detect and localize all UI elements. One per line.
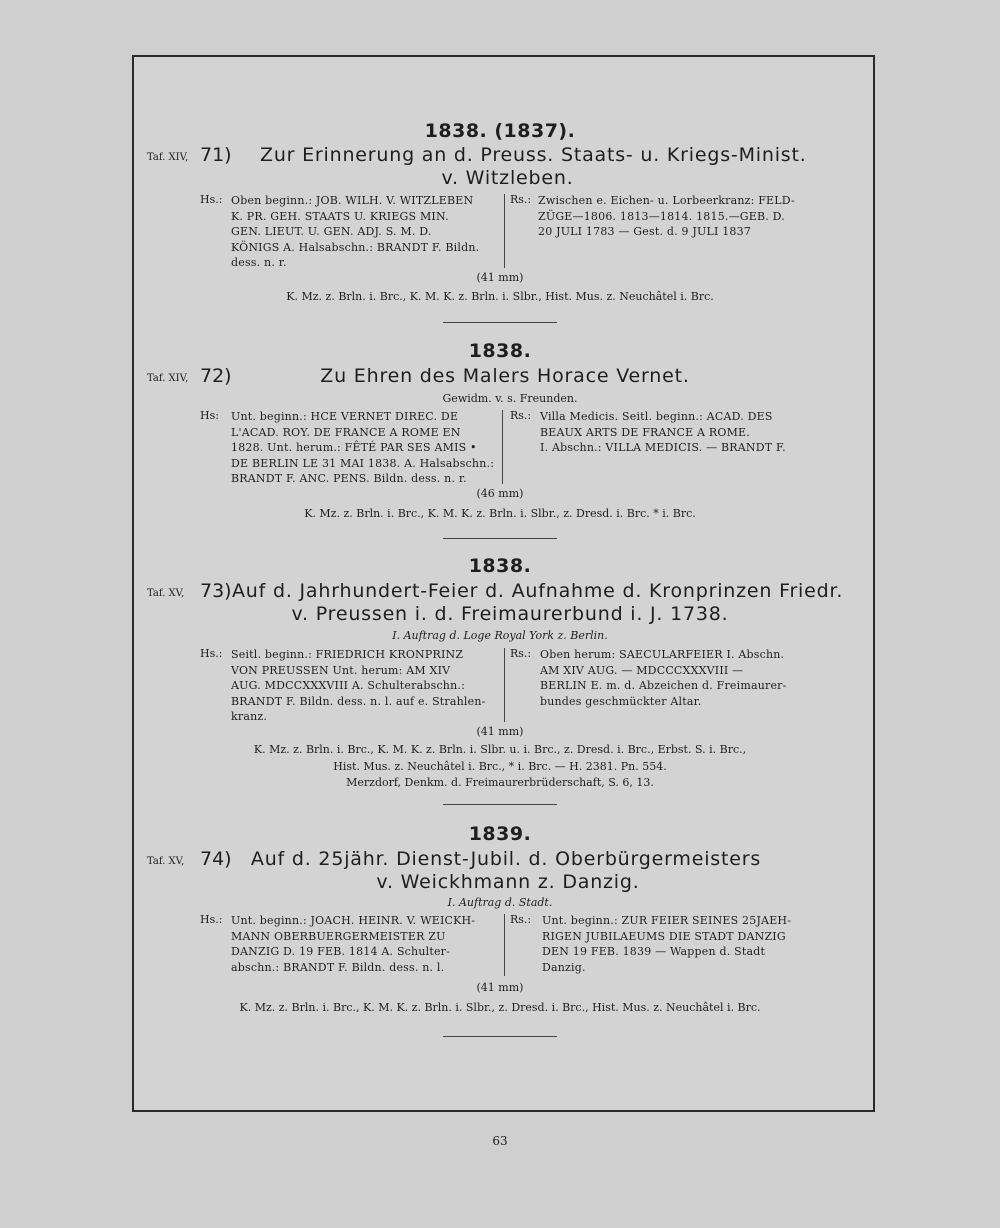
entry-number: 73) (200, 580, 232, 602)
reverse-line: RIGEN JUBILAEUMS DIE STADT DANZIG (542, 929, 786, 943)
column-divider (502, 410, 503, 484)
reverse-description (540, 409, 815, 456)
collection-references: Hist. Mus. z. Neuchâtel i. Brc., * i. Brc. — H. 2381. Pn. 554. (333, 760, 667, 773)
obverse-label: Hs.: (200, 913, 223, 926)
entry-title-line-2: v. Weickhmann z. Danzig. (376, 871, 640, 893)
entry-subtitle: Gewidm. v. s. Freunden. (442, 392, 578, 405)
reverse-line: I. Abschn.: VILLA MEDICIS. — BRANDT F. (540, 441, 786, 454)
obverse-line: Unt. beginn.: JOACH. HEINR. V. WEICKH- (231, 914, 476, 927)
reverse-line: 20 JULI 1783 — Gest. d. 9 JULI 1837 (538, 225, 752, 238)
obverse-line: BRANDT F. ANC. PENS. Bildn. dess. n. r. (231, 472, 467, 485)
entry-title-line-1: Auf d. Jahrhundert-Feier d. Aufnahme d. Kronprinzen Friedr. (232, 580, 844, 602)
reverse-line: AM XIV AUG. — MDCCCXXXVIII — (540, 663, 744, 677)
medal-size: (41 mm) (476, 981, 524, 994)
obverse-description (231, 647, 496, 725)
collection-references: K. Mz. z. Brln. i. Brc., K. M. K. z. Brln. i. Slbr. u. i. Brc., z. Dresd. i. Brc., Erbst. S. i. Brc., (253, 743, 747, 756)
column-divider (504, 648, 505, 722)
entry-subtitle: I. Auftrag d. Loge Royal York z. Berlin. (392, 629, 608, 642)
reverse-line: Oben herum: SAECULARFEIER I. Abschn. (540, 648, 785, 661)
obverse-line: Oben beginn.: JOB. WILH. V. WITZLEBEN (231, 194, 474, 207)
obverse-description (231, 409, 496, 487)
obverse-label: Hs: (200, 409, 219, 422)
entry-number: 71) (200, 144, 232, 166)
plate-reference: Taf. XIV, (147, 152, 189, 163)
reverse-line: BERLIN E. m. d. Abzeichen d. Freimaurer- (540, 679, 787, 692)
entry-year: 1838. (468, 340, 532, 362)
medal-size: (41 mm) (476, 271, 524, 284)
obverse-line: dess. n. r. (231, 256, 287, 269)
medal-size: (46 mm) (476, 487, 524, 500)
obverse-line: abschn.: BRANDT F. Bildn. dess. n. l. (231, 960, 445, 974)
obverse-line: KÖNIGS A. Halsabschn.: BRANDT F. Bildn. (231, 240, 480, 254)
entry-year: 1838. (1837). (424, 120, 576, 142)
literature-reference: Merzdorf, Denkm. d. Freimaurerbrüderschaft, S. 6, 13. (346, 776, 654, 789)
entry-title-line-1: Zu Ehren des Malers Horace Vernet. (320, 365, 690, 387)
entry-year: 1839. (468, 823, 532, 845)
entry-title-line-2: v. Witzleben. (441, 167, 574, 189)
reverse-line: Unt. beginn.: ZUR FEIER SEINES 25JAEH- (542, 914, 792, 927)
page-number: 63 (492, 1134, 508, 1148)
reverse-line: ZÜGE—1806. 1813—1814. 1815.—GEB. D. (538, 209, 786, 223)
reverse-description (538, 193, 813, 240)
plate-reference: Taf. XV, (147, 856, 185, 867)
obverse-line: MANN OBERBUERGERMEISTER ZU (231, 929, 446, 943)
section-divider (443, 1036, 557, 1037)
obverse-line: VON PREUSSEN Unt. herum: AM XIV (231, 663, 451, 677)
obverse-line: L'ACAD. ROY. DE FRANCE A ROME EN (231, 425, 461, 439)
reverse-line: BEAUX ARTS DE FRANCE A ROME. (540, 425, 750, 439)
entry-subtitle: I. Auftrag d. Stadt. (447, 896, 553, 909)
reverse-line: bundes geschmückter Altar. (540, 694, 702, 708)
entry-title-line-1: Zur Erinnerung an d. Preuss. Staats- u. Kriegs-Minist. (260, 144, 807, 166)
reverse-line: DEN 19 FEB. 1839 — Wappen d. Stadt (542, 945, 766, 958)
obverse-label: Hs.: (200, 647, 223, 660)
collection-references: K. Mz. z. Brln. i. Brc., K. M. K. z. Brln. i. Slbr., z. Dresd. i. Brc. * i. Brc. (304, 507, 696, 520)
plate-reference: Taf. XV, (147, 588, 185, 599)
section-divider (443, 538, 557, 539)
reverse-line: Villa Medicis. Seitl. beginn.: ACAD. DES (540, 410, 773, 423)
reverse-description (542, 913, 817, 975)
column-divider (504, 914, 505, 976)
entry-title-line-2: v. Preussen i. d. Freimaurerbund i. J. 1738. (291, 603, 729, 625)
collection-references: K. Mz. z. Brln. i. Brc., K. M. K. z. Brln. i. Slbr., z. Dresd. i. Brc., Hist. Mus. z. Neuchâtel i. Brc. (239, 1001, 761, 1014)
obverse-description (231, 193, 496, 271)
section-divider (443, 804, 557, 805)
reverse-label: Rs.: (510, 647, 532, 660)
obverse-line: 1828. Unt. herum.: FÊTÉ PAR SES AMIS • (231, 441, 477, 454)
entry-title-line-1: Auf d. 25jähr. Dienst-Jubil. d. Oberbürgermeisters (250, 848, 762, 870)
plate-reference: Taf. XIV, (147, 373, 189, 384)
column-divider (504, 194, 505, 268)
entry-year: 1838. (468, 555, 532, 577)
obverse-line: GEN. LIEUT. U. GEN. ADJ. S. M. D. (231, 225, 432, 238)
reverse-label: Rs.: (510, 913, 532, 926)
obverse-line: BRANDT F. Bildn. dess. n. l. auf e. Strahlen- (231, 694, 486, 708)
obverse-line: DANZIG D. 19 FEB. 1814 A. Schulter- (231, 945, 451, 958)
obverse-description (231, 913, 496, 975)
obverse-line: DE BERLIN LE 31 MAI 1838. A. Halsabschn.: (231, 456, 495, 470)
entry-number: 72) (200, 365, 232, 387)
reverse-line: Zwischen e. Eichen- u. Lorbeerkranz: FELD- (538, 194, 795, 207)
obverse-line: Seitl. beginn.: FRIEDRICH KRONPRINZ (231, 648, 464, 661)
obverse-line: kranz. (231, 710, 268, 723)
obverse-line: K. PR. GEH. STAATS U. KRIEGS MIN. (231, 209, 449, 223)
obverse-line: Unt. beginn.: HCE VERNET DIREC. DE (231, 410, 459, 423)
section-divider (443, 322, 557, 323)
reverse-line: Danzig. (542, 960, 586, 974)
reverse-label: Rs.: (510, 409, 532, 422)
reverse-label: Rs.: (510, 193, 532, 206)
obverse-label: Hs.: (200, 193, 223, 206)
entry-number: 74) (200, 848, 232, 870)
obverse-line: AUG. MDCCXXXVIII A. Schulterabschn.: (231, 679, 465, 692)
reverse-description (540, 647, 815, 709)
collection-references: K. Mz. z. Brln. i. Brc., K. M. K. z. Brln. i. Slbr., Hist. Mus. z. Neuchâtel i. Brc. (286, 290, 714, 303)
medal-size: (41 mm) (476, 725, 524, 738)
